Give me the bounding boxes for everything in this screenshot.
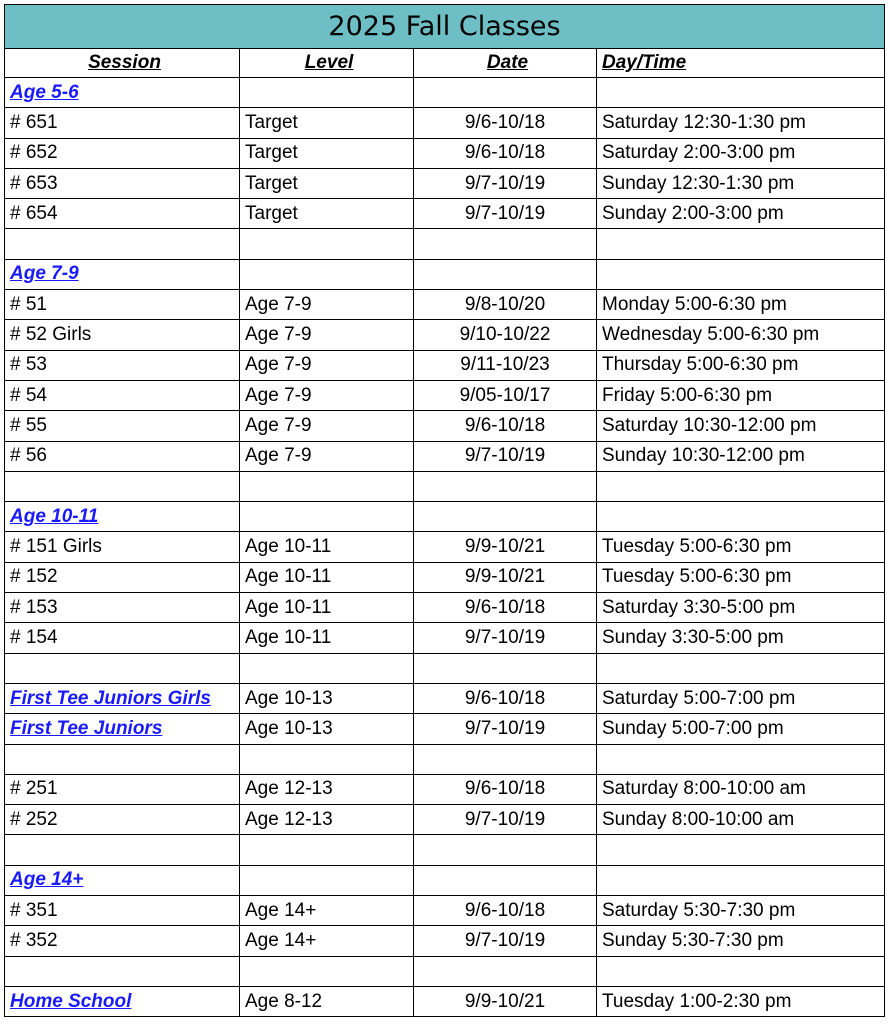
date-cell (414, 835, 597, 865)
header-row (5, 49, 885, 78)
section-link[interactable]: First Tee Juniors Girls (10, 687, 211, 709)
session-cell: # 352 (5, 926, 240, 956)
date-cell: 9/6-10/18 (414, 138, 597, 168)
level-cell: Age 7-9 (240, 411, 414, 441)
daytime-cell (597, 835, 885, 865)
section-cell (5, 865, 240, 895)
level-cell (240, 502, 414, 532)
blank-row (5, 956, 885, 986)
session-cell: # 654 (5, 199, 240, 229)
level-cell: Age 14+ (240, 896, 414, 926)
date-cell: 9/7-10/19 (414, 441, 597, 471)
date-cell: 9/9-10/21 (414, 562, 597, 592)
column-header-daytime: Day/Time (597, 49, 885, 78)
date-cell: 9/7-10/19 (414, 805, 597, 835)
session-cell (5, 744, 240, 774)
date-cell: 9/6-10/18 (414, 108, 597, 138)
daytime-cell: Tuesday 1:00-2:30 pm (597, 986, 885, 1016)
date-cell (414, 865, 597, 895)
level-cell: Age 8-12 (240, 986, 414, 1016)
daytime-cell: Tuesday 5:00-6:30 pm (597, 532, 885, 562)
date-cell (414, 78, 597, 108)
table-row (5, 290, 885, 320)
session-cell: # 51 (5, 290, 240, 320)
level-cell: Age 10-11 (240, 532, 414, 562)
section-link[interactable]: Age 10-11 (10, 505, 99, 527)
daytime-cell: Tuesday 5:00-6:30 pm (597, 562, 885, 592)
level-cell: Age 12-13 (240, 805, 414, 835)
date-cell: 9/6-10/18 (414, 774, 597, 804)
section-row (5, 683, 885, 713)
level-cell (240, 78, 414, 108)
table-row (5, 623, 885, 653)
session-cell: # 55 (5, 411, 240, 441)
level-cell (240, 653, 414, 683)
date-cell: 9/8-10/20 (414, 290, 597, 320)
column-header-level: Level (240, 49, 414, 78)
date-cell (414, 502, 597, 532)
session-cell: # 52 Girls (5, 320, 240, 350)
daytime-cell: Sunday 10:30-12:00 pm (597, 441, 885, 471)
date-cell: 9/9-10/21 (414, 532, 597, 562)
daytime-cell (597, 502, 885, 532)
section-cell (5, 259, 240, 289)
daytime-cell: Wednesday 5:00-6:30 pm (597, 320, 885, 350)
date-cell (414, 471, 597, 501)
daytime-cell: Saturday 10:30-12:00 pm (597, 411, 885, 441)
level-cell (240, 471, 414, 501)
class-schedule-table (4, 4, 885, 1017)
level-cell: Target (240, 138, 414, 168)
daytime-cell (597, 653, 885, 683)
table-row (5, 562, 885, 592)
date-cell: 9/10-10/22 (414, 320, 597, 350)
level-cell: Target (240, 199, 414, 229)
date-cell: 9/6-10/18 (414, 683, 597, 713)
page-title: 2025 Fall Classes (5, 5, 885, 49)
level-cell: Age 7-9 (240, 380, 414, 410)
daytime-cell: Saturday 3:30-5:00 pm (597, 593, 885, 623)
session-cell: # 151 Girls (5, 532, 240, 562)
daytime-cell (597, 471, 885, 501)
table-row (5, 593, 885, 623)
session-cell (5, 835, 240, 865)
level-cell (240, 744, 414, 774)
section-row (5, 259, 885, 289)
session-cell: # 652 (5, 138, 240, 168)
session-cell: # 251 (5, 774, 240, 804)
date-cell: 9/7-10/19 (414, 168, 597, 198)
level-cell (240, 956, 414, 986)
level-cell: Target (240, 168, 414, 198)
daytime-cell (597, 229, 885, 259)
blank-row (5, 835, 885, 865)
session-cell (5, 653, 240, 683)
session-cell: # 653 (5, 168, 240, 198)
table-row (5, 320, 885, 350)
column-header-date: Date (414, 49, 597, 78)
level-cell (240, 835, 414, 865)
date-cell: 9/6-10/18 (414, 411, 597, 441)
daytime-cell (597, 259, 885, 289)
section-cell (5, 78, 240, 108)
table-row (5, 138, 885, 168)
session-cell: # 651 (5, 108, 240, 138)
session-cell: # 252 (5, 805, 240, 835)
section-cell (5, 714, 240, 744)
daytime-cell: Saturday 8:00-10:00 am (597, 774, 885, 804)
column-header-session: Session (5, 49, 240, 78)
section-cell (5, 502, 240, 532)
daytime-cell: Sunday 12:30-1:30 pm (597, 168, 885, 198)
date-cell: 9/05-10/17 (414, 380, 597, 410)
section-row (5, 986, 885, 1016)
section-row (5, 502, 885, 532)
section-link[interactable]: Age 14+ (10, 869, 84, 891)
daytime-cell: Saturday 12:30-1:30 pm (597, 108, 885, 138)
table-row (5, 350, 885, 380)
daytime-cell: Thursday 5:00-6:30 pm (597, 350, 885, 380)
session-cell: # 56 (5, 441, 240, 471)
table-row (5, 168, 885, 198)
level-cell: Age 10-13 (240, 683, 414, 713)
title-row (5, 5, 885, 49)
level-cell (240, 865, 414, 895)
level-cell: Target (240, 108, 414, 138)
session-cell: # 54 (5, 380, 240, 410)
level-cell: Age 10-11 (240, 593, 414, 623)
session-cell: # 152 (5, 562, 240, 592)
daytime-cell: Sunday 2:00-3:00 pm (597, 199, 885, 229)
session-cell: # 154 (5, 623, 240, 653)
table-row (5, 926, 885, 956)
date-cell (414, 956, 597, 986)
session-cell: # 53 (5, 350, 240, 380)
date-cell (414, 744, 597, 774)
daytime-cell: Saturday 5:00-7:00 pm (597, 683, 885, 713)
date-cell: 9/9-10/21 (414, 986, 597, 1016)
session-cell: # 351 (5, 896, 240, 926)
daytime-cell: Sunday 8:00-10:00 am (597, 805, 885, 835)
level-cell: Age 7-9 (240, 441, 414, 471)
daytime-cell: Saturday 2:00-3:00 pm (597, 138, 885, 168)
table-row (5, 380, 885, 410)
level-cell: Age 10-13 (240, 714, 414, 744)
level-cell: Age 7-9 (240, 350, 414, 380)
date-cell: 9/7-10/19 (414, 623, 597, 653)
daytime-cell (597, 744, 885, 774)
table-row (5, 411, 885, 441)
session-cell (5, 471, 240, 501)
section-cell (5, 683, 240, 713)
schedule-body (5, 78, 885, 1017)
session-cell (5, 229, 240, 259)
daytime-cell: Sunday 3:30-5:00 pm (597, 623, 885, 653)
section-link[interactable]: Home School (10, 990, 132, 1012)
date-cell (414, 259, 597, 289)
blank-row (5, 744, 885, 774)
session-cell (5, 956, 240, 986)
level-cell (240, 259, 414, 289)
table-row (5, 532, 885, 562)
level-cell: Age 10-11 (240, 623, 414, 653)
table-row (5, 805, 885, 835)
daytime-cell: Friday 5:00-6:30 pm (597, 380, 885, 410)
blank-row (5, 653, 885, 683)
daytime-cell (597, 78, 885, 108)
blank-row (5, 229, 885, 259)
section-row (5, 78, 885, 108)
table-row (5, 896, 885, 926)
section-link[interactable]: Age 5-6 (10, 81, 79, 103)
section-row (5, 865, 885, 895)
table-row (5, 774, 885, 804)
level-cell: Age 7-9 (240, 290, 414, 320)
date-cell: 9/7-10/19 (414, 199, 597, 229)
date-cell (414, 653, 597, 683)
section-row (5, 714, 885, 744)
date-cell (414, 229, 597, 259)
date-cell: 9/7-10/19 (414, 714, 597, 744)
date-cell: 9/11-10/23 (414, 350, 597, 380)
daytime-cell (597, 956, 885, 986)
daytime-cell (597, 865, 885, 895)
date-cell: 9/6-10/18 (414, 896, 597, 926)
level-cell: Age 12-13 (240, 774, 414, 804)
section-link[interactable]: Age 7-9 (10, 263, 79, 285)
daytime-cell: Sunday 5:00-7:00 pm (597, 714, 885, 744)
level-cell: Age 7-9 (240, 320, 414, 350)
section-link[interactable]: First Tee Juniors (10, 717, 163, 739)
date-cell: 9/6-10/18 (414, 593, 597, 623)
session-cell: # 153 (5, 593, 240, 623)
section-cell (5, 986, 240, 1016)
table-row (5, 441, 885, 471)
level-cell: Age 14+ (240, 926, 414, 956)
daytime-cell: Monday 5:00-6:30 pm (597, 290, 885, 320)
daytime-cell: Saturday 5:30-7:30 pm (597, 896, 885, 926)
blank-row (5, 471, 885, 501)
table-row (5, 108, 885, 138)
level-cell: Age 10-11 (240, 562, 414, 592)
table-row (5, 199, 885, 229)
daytime-cell: Sunday 5:30-7:30 pm (597, 926, 885, 956)
level-cell (240, 229, 414, 259)
date-cell: 9/7-10/19 (414, 926, 597, 956)
